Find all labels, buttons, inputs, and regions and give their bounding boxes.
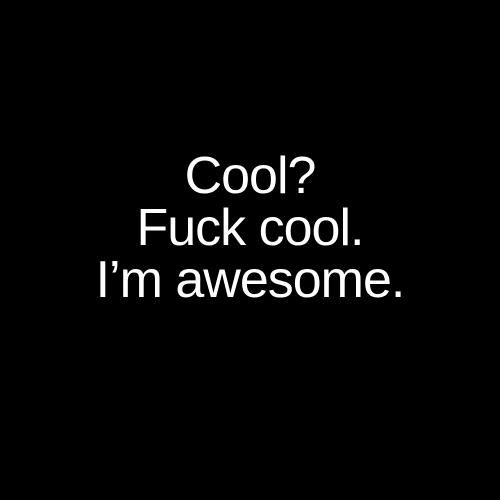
quote-text (0, 147, 500, 309)
quote-line-3: I’m awesome. (95, 251, 405, 309)
quote-line-1: Cool? (184, 147, 316, 205)
quote-line-2: Fuck cool. (136, 199, 364, 257)
